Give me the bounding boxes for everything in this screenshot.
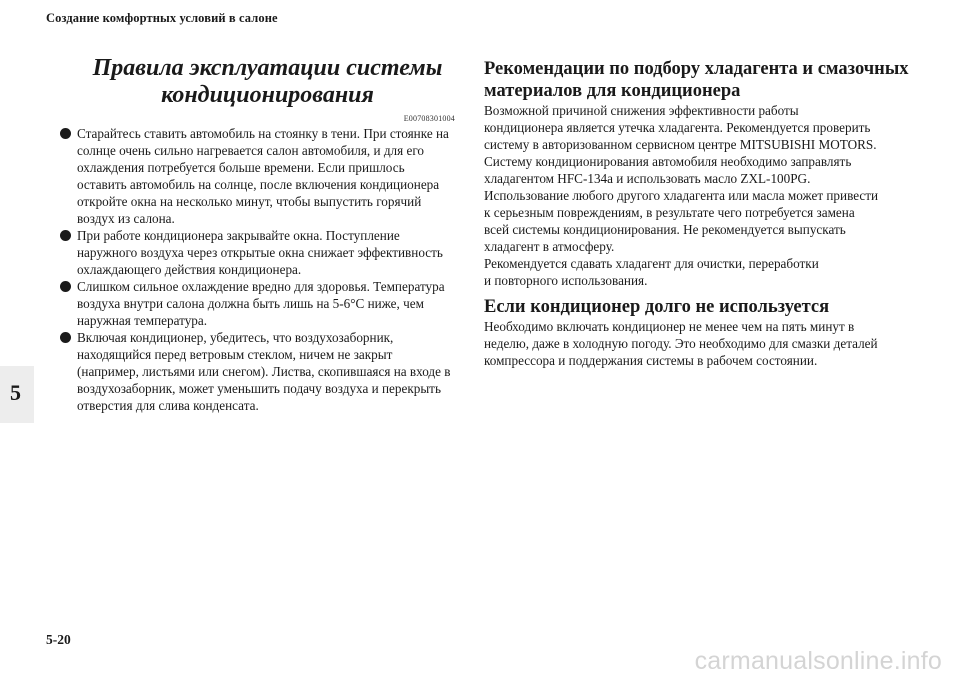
watermark: carmanualsonline.info	[694, 647, 942, 675]
right-column	[484, 58, 914, 369]
section-heading-idle: Если кондиционер долго не используется	[484, 297, 830, 317]
list-item-text: При работе кондиционера закрывайте окна. Поступление наружного воздуха через открытые окна снижает эффективность охлаждающего действия кондиционера.	[77, 228, 443, 277]
list-item	[60, 278, 455, 329]
bullet-icon	[60, 230, 71, 241]
list-item-text: Старайтесь ставить автомобиль на стоянку в тени. При стоянке на солнце очень сильно нагревается салон автомобиля, и для его охлаждения потребуется больше времени. Если пришлось оставить автомобиль на солнце, после включения кондиционера откройте окна на несколько минут, чтобы выпустить горячий воздух из салона.	[77, 126, 449, 226]
section-heading-refrigerant: Рекомендации по подбору хладагента и смазочных материалов для кондиционера	[484, 59, 909, 101]
text-line: и повторного использования.	[484, 273, 648, 288]
bullet-icon	[60, 332, 71, 343]
text-line: систему в авторизованном сервисном центре MITSUBISHI MOTORS.	[484, 137, 877, 152]
list-item-text: Слишком сильное охлаждение вредно для здоровья. Температура воздуха внутри салона должна быть лишь на 5-6°C ниже, чем наружная температура.	[77, 279, 445, 328]
text-line: Систему кондиционирования автомобиля необходимо заправлять	[484, 154, 852, 169]
left-column	[60, 55, 455, 414]
bullet-icon	[60, 281, 71, 292]
list-item-text: Включая кондиционер, убедитесь, что воздухозаборник, находящийся перед ветровым стеклом, ничем не закрыт (например, листьями или снегом). Листва, скопившаяся на входе в воздухозаборник, может уменьшить подачу воздуха и перекрыть отверстия для слива конденсата.	[77, 330, 451, 413]
bullet-list	[60, 125, 455, 414]
text-line: кондиционера является утечка хладагента. Рекомендуется проверить	[484, 120, 871, 135]
text-line: компрессора и поддержания системы в рабочем состоянии.	[484, 353, 818, 368]
list-item	[60, 329, 455, 414]
text-line: хладагентом HFC-134a и использовать масло ZXL-100PG.	[484, 171, 811, 186]
section-code: E00708301004	[403, 114, 455, 123]
section-title: Правила эксплуатации системы кондиционирования	[92, 55, 443, 108]
text-line: Необходимо включать кондиционер не менее чем на пять минут в	[484, 319, 855, 334]
list-item	[60, 227, 455, 278]
text-line: хладагент в атмосферу.	[484, 239, 615, 254]
bullet-icon	[60, 128, 71, 139]
text-line: всей системы кондиционирования. Не рекомендуется выпускать	[484, 222, 846, 237]
idle-text	[484, 318, 914, 369]
text-line: Использование любого другого хладагента или масла может привести	[484, 188, 879, 203]
text-line: к серьезным повреждениям, в результате чего потребуется замена	[484, 205, 855, 220]
text-line: Рекомендуется сдавать хладагент для очистки, переработки	[484, 256, 819, 271]
refrigerant-text	[484, 102, 914, 289]
chapter-number: 5	[10, 380, 21, 405]
list-item	[60, 125, 455, 227]
header-title: Создание комфортных условий в салоне	[46, 11, 278, 25]
text-line: Возможной причиной снижения эффективности работы	[484, 103, 799, 118]
page-number: 5-20	[46, 632, 71, 647]
text-line: неделю, даже в холодную погоду. Это необходимо для смазки деталей	[484, 336, 878, 351]
